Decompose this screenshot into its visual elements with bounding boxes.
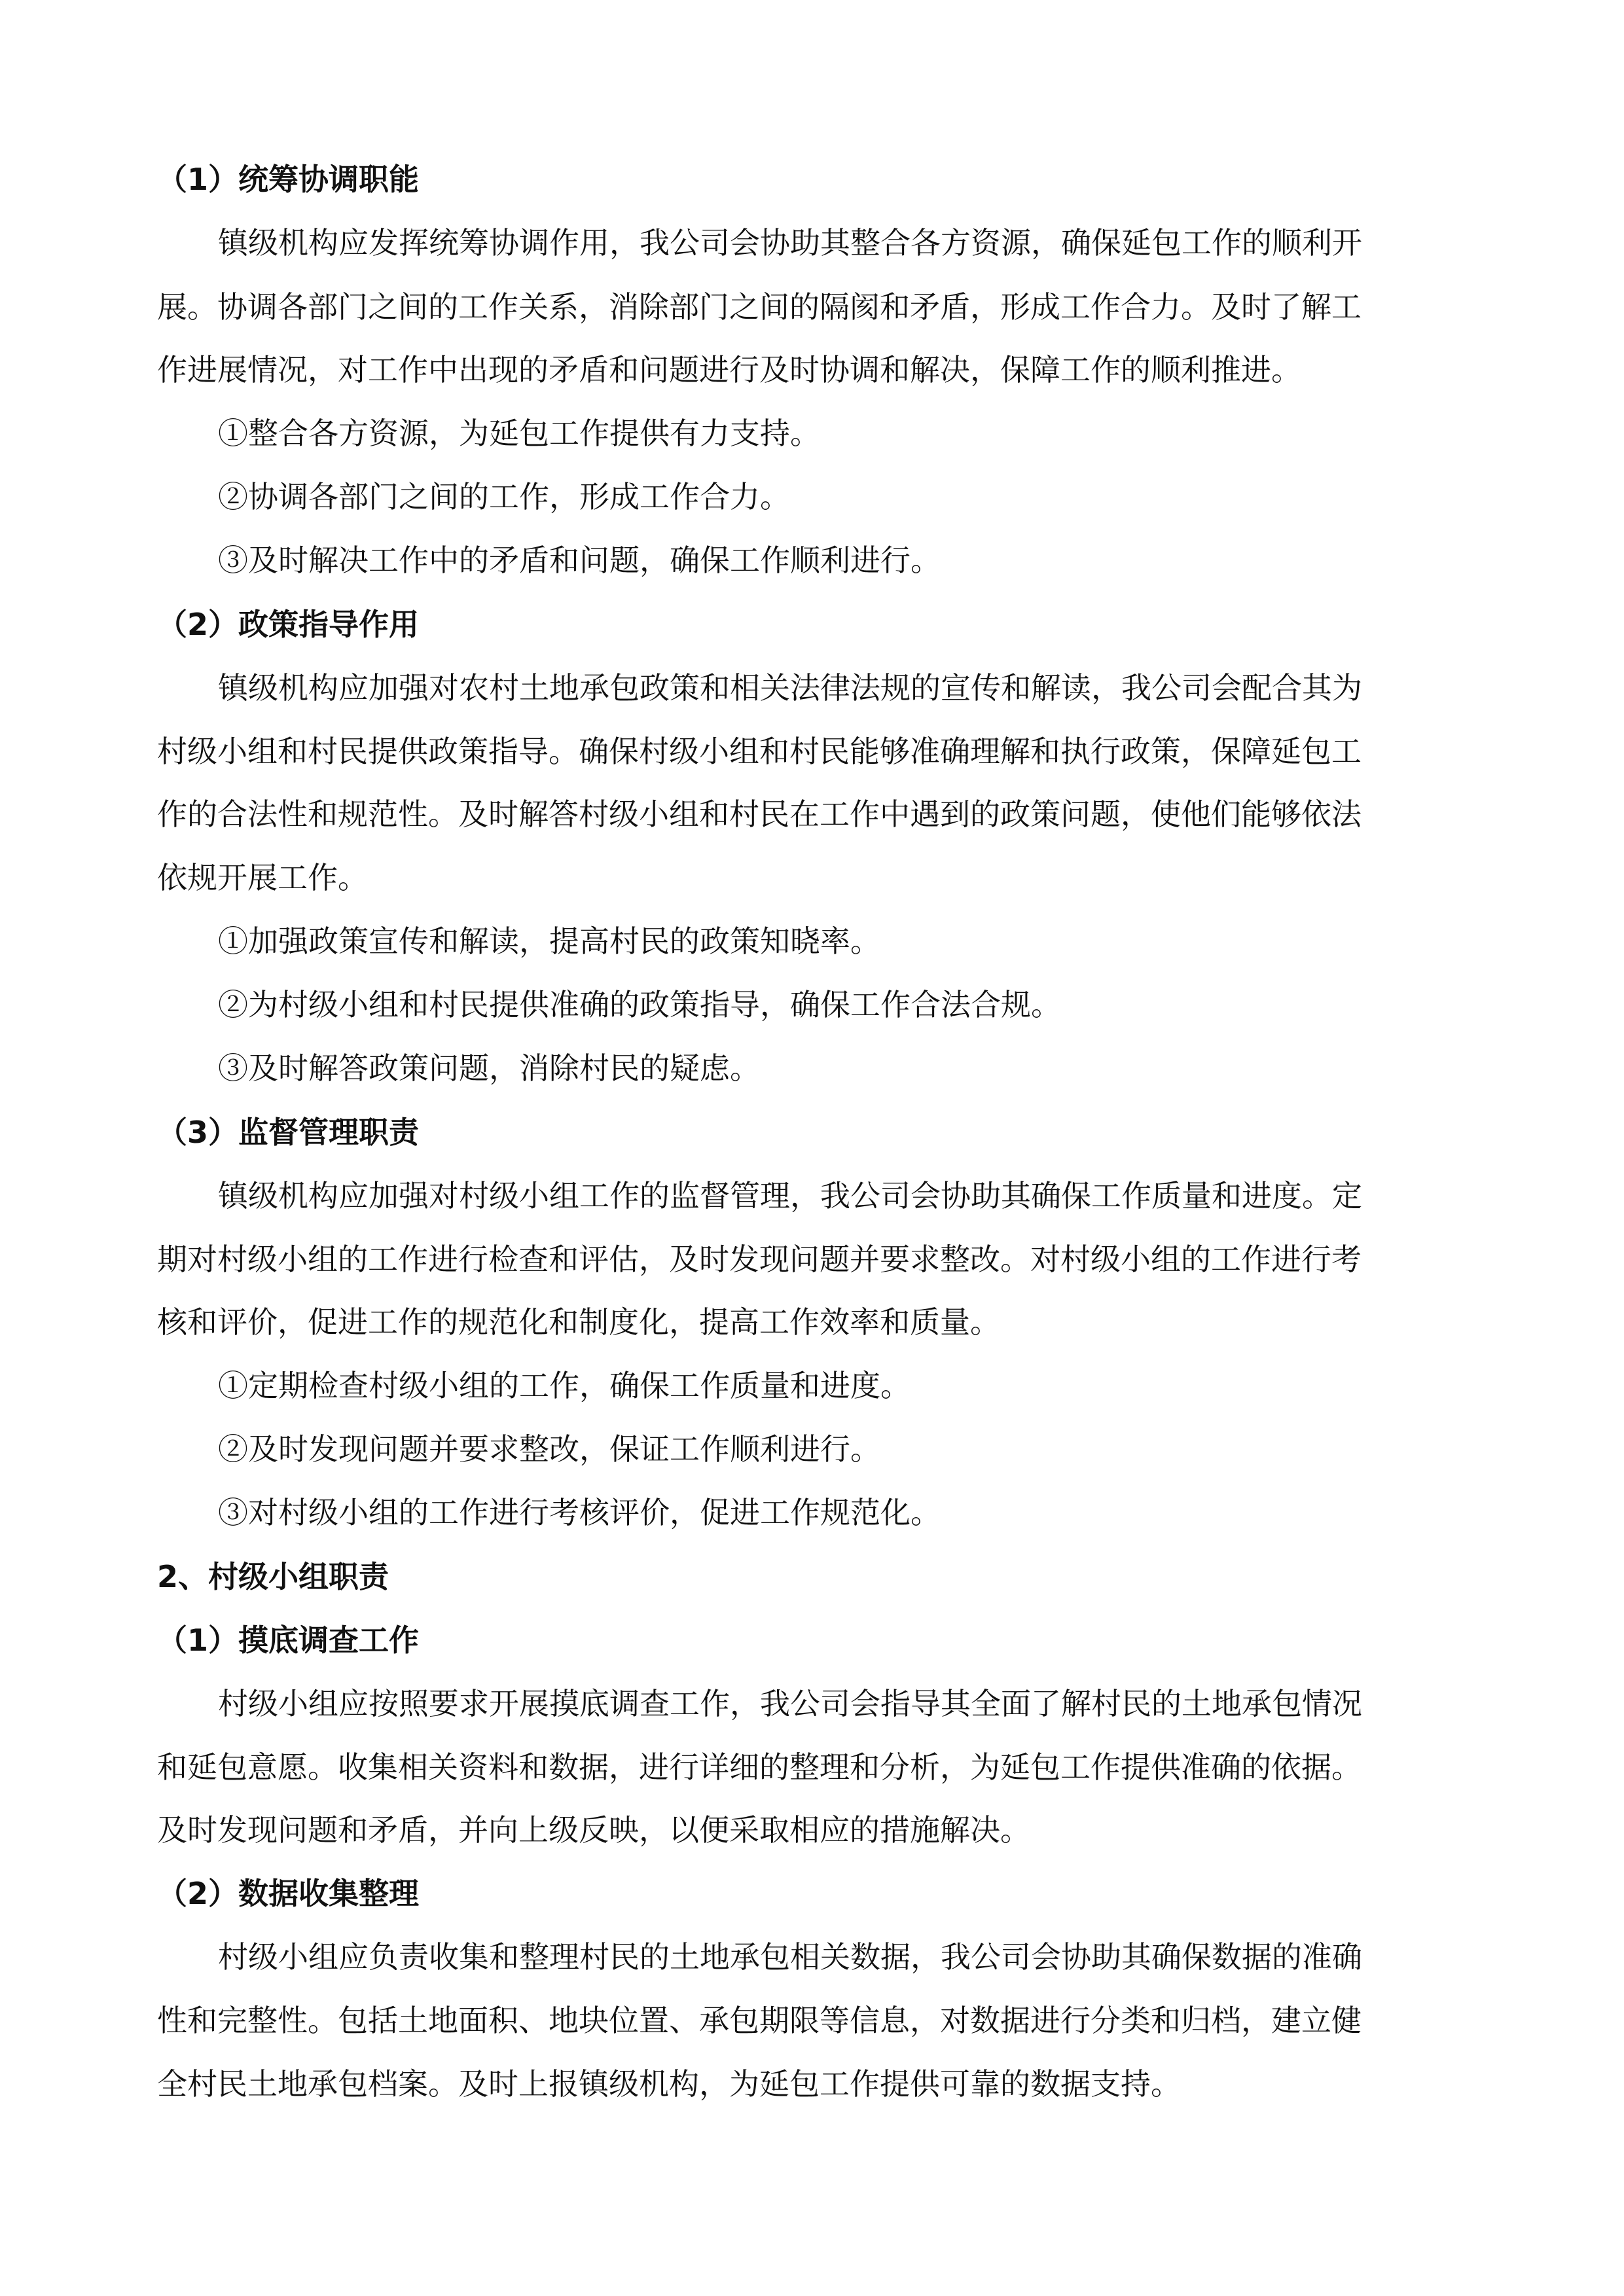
list-item: ①加强政策宣传和解读，提高村民的政策知晓率。 — [218, 924, 880, 959]
paragraph-line: 镇级机构应加强对农村土地承包政策和相关法律法规的宣传和解读，我公司会配合其为 — [218, 670, 1362, 706]
list-item: ③及时解决工作中的矛盾和问题，确保工作顺利进行。 — [218, 543, 941, 578]
paragraph-line: 核和评价，促进工作的规范化和制度化，提高工作效率和质量。 — [157, 1304, 1000, 1340]
paragraph-line: 全村民土地承包档案。及时上报镇级机构，为延包工作提供可靠的数据支持。 — [157, 2066, 1181, 2102]
paragraph-line: 作进展情况，对工作中出现的矛盾和问题进行及时协调和解决，保障工作的顺利推进。 — [157, 352, 1301, 387]
section-heading: （1）摸底调查工作 — [157, 1623, 420, 1658]
list-item: ②协调各部门之间的工作，形成工作合力。 — [218, 479, 790, 514]
list-item: ①定期检查村级小组的工作，确保工作质量和进度。 — [218, 1368, 911, 1403]
paragraph-line: 村级小组应负责收集和整理村民的土地承包相关数据，我公司会协助其确保数据的准确 — [218, 1939, 1362, 1975]
paragraph-line: 期对村级小组的工作进行检查和评估，及时发现问题并要求整改。对村级小组的工作进行考 — [157, 1242, 1362, 1277]
chapter-heading: 2、村级小组职责 — [157, 1559, 389, 1594]
list-item: ③对村级小组的工作进行考核评价，促进工作规范化。 — [218, 1495, 941, 1530]
paragraph-line: 镇级机构应发挥统筹协调作用，我公司会协助其整合各方资源，确保延包工作的顺利开 — [218, 225, 1362, 260]
section-heading: （2）政策指导作用 — [157, 607, 420, 642]
paragraph-line: 和延包意愿。收集相关资料和数据，进行详细的整理和分析，为延包工作提供准确的依据。 — [157, 1749, 1362, 1785]
paragraph-line: 村级小组和村民提供政策指导。确保村级小组和村民能够准确理解和执行政策，保障延包工 — [157, 734, 1362, 769]
paragraph-line: 镇级机构应加强对村级小组工作的监督管理，我公司会协助其确保工作质量和进度。定 — [218, 1178, 1362, 1213]
paragraph-line: 村级小组应按照要求开展摸底调查工作，我公司会指导其全面了解村民的土地承包情况 — [218, 1686, 1362, 1721]
paragraph-line: 性和完整性。包括土地面积、地块位置、承包期限等信息，对数据进行分类和归档，建立健 — [157, 2003, 1362, 2038]
paragraph-line: 作的合法性和规范性。及时解答村级小组和村民在工作中遇到的政策问题，使他们能够依法 — [157, 797, 1362, 832]
list-item: ①整合各方资源，为延包工作提供有力支持。 — [218, 416, 820, 451]
list-item: ③及时解答政策问题，消除村民的疑虑。 — [218, 1050, 760, 1086]
list-item: ②及时发现问题并要求整改，保证工作顺利进行。 — [218, 1431, 880, 1467]
paragraph-line: 展。协调各部门之间的工作关系，消除部门之间的隔阂和矛盾，形成工作合力。及时了解工 — [157, 289, 1362, 325]
section-heading: （3）监督管理职责 — [157, 1115, 420, 1150]
list-item: ②为村级小组和村民提供准确的政策指导，确保工作合法合规。 — [218, 987, 1061, 1022]
section-heading: （1）统筹协调职能 — [157, 162, 420, 197]
section-heading: （2）数据收集整理 — [157, 1876, 420, 1911]
paragraph-line: 及时发现问题和矛盾，并向上级反映，以便采取相应的措施解决。 — [157, 1812, 1030, 1848]
paragraph-line: 依规开展工作。 — [157, 860, 368, 895]
